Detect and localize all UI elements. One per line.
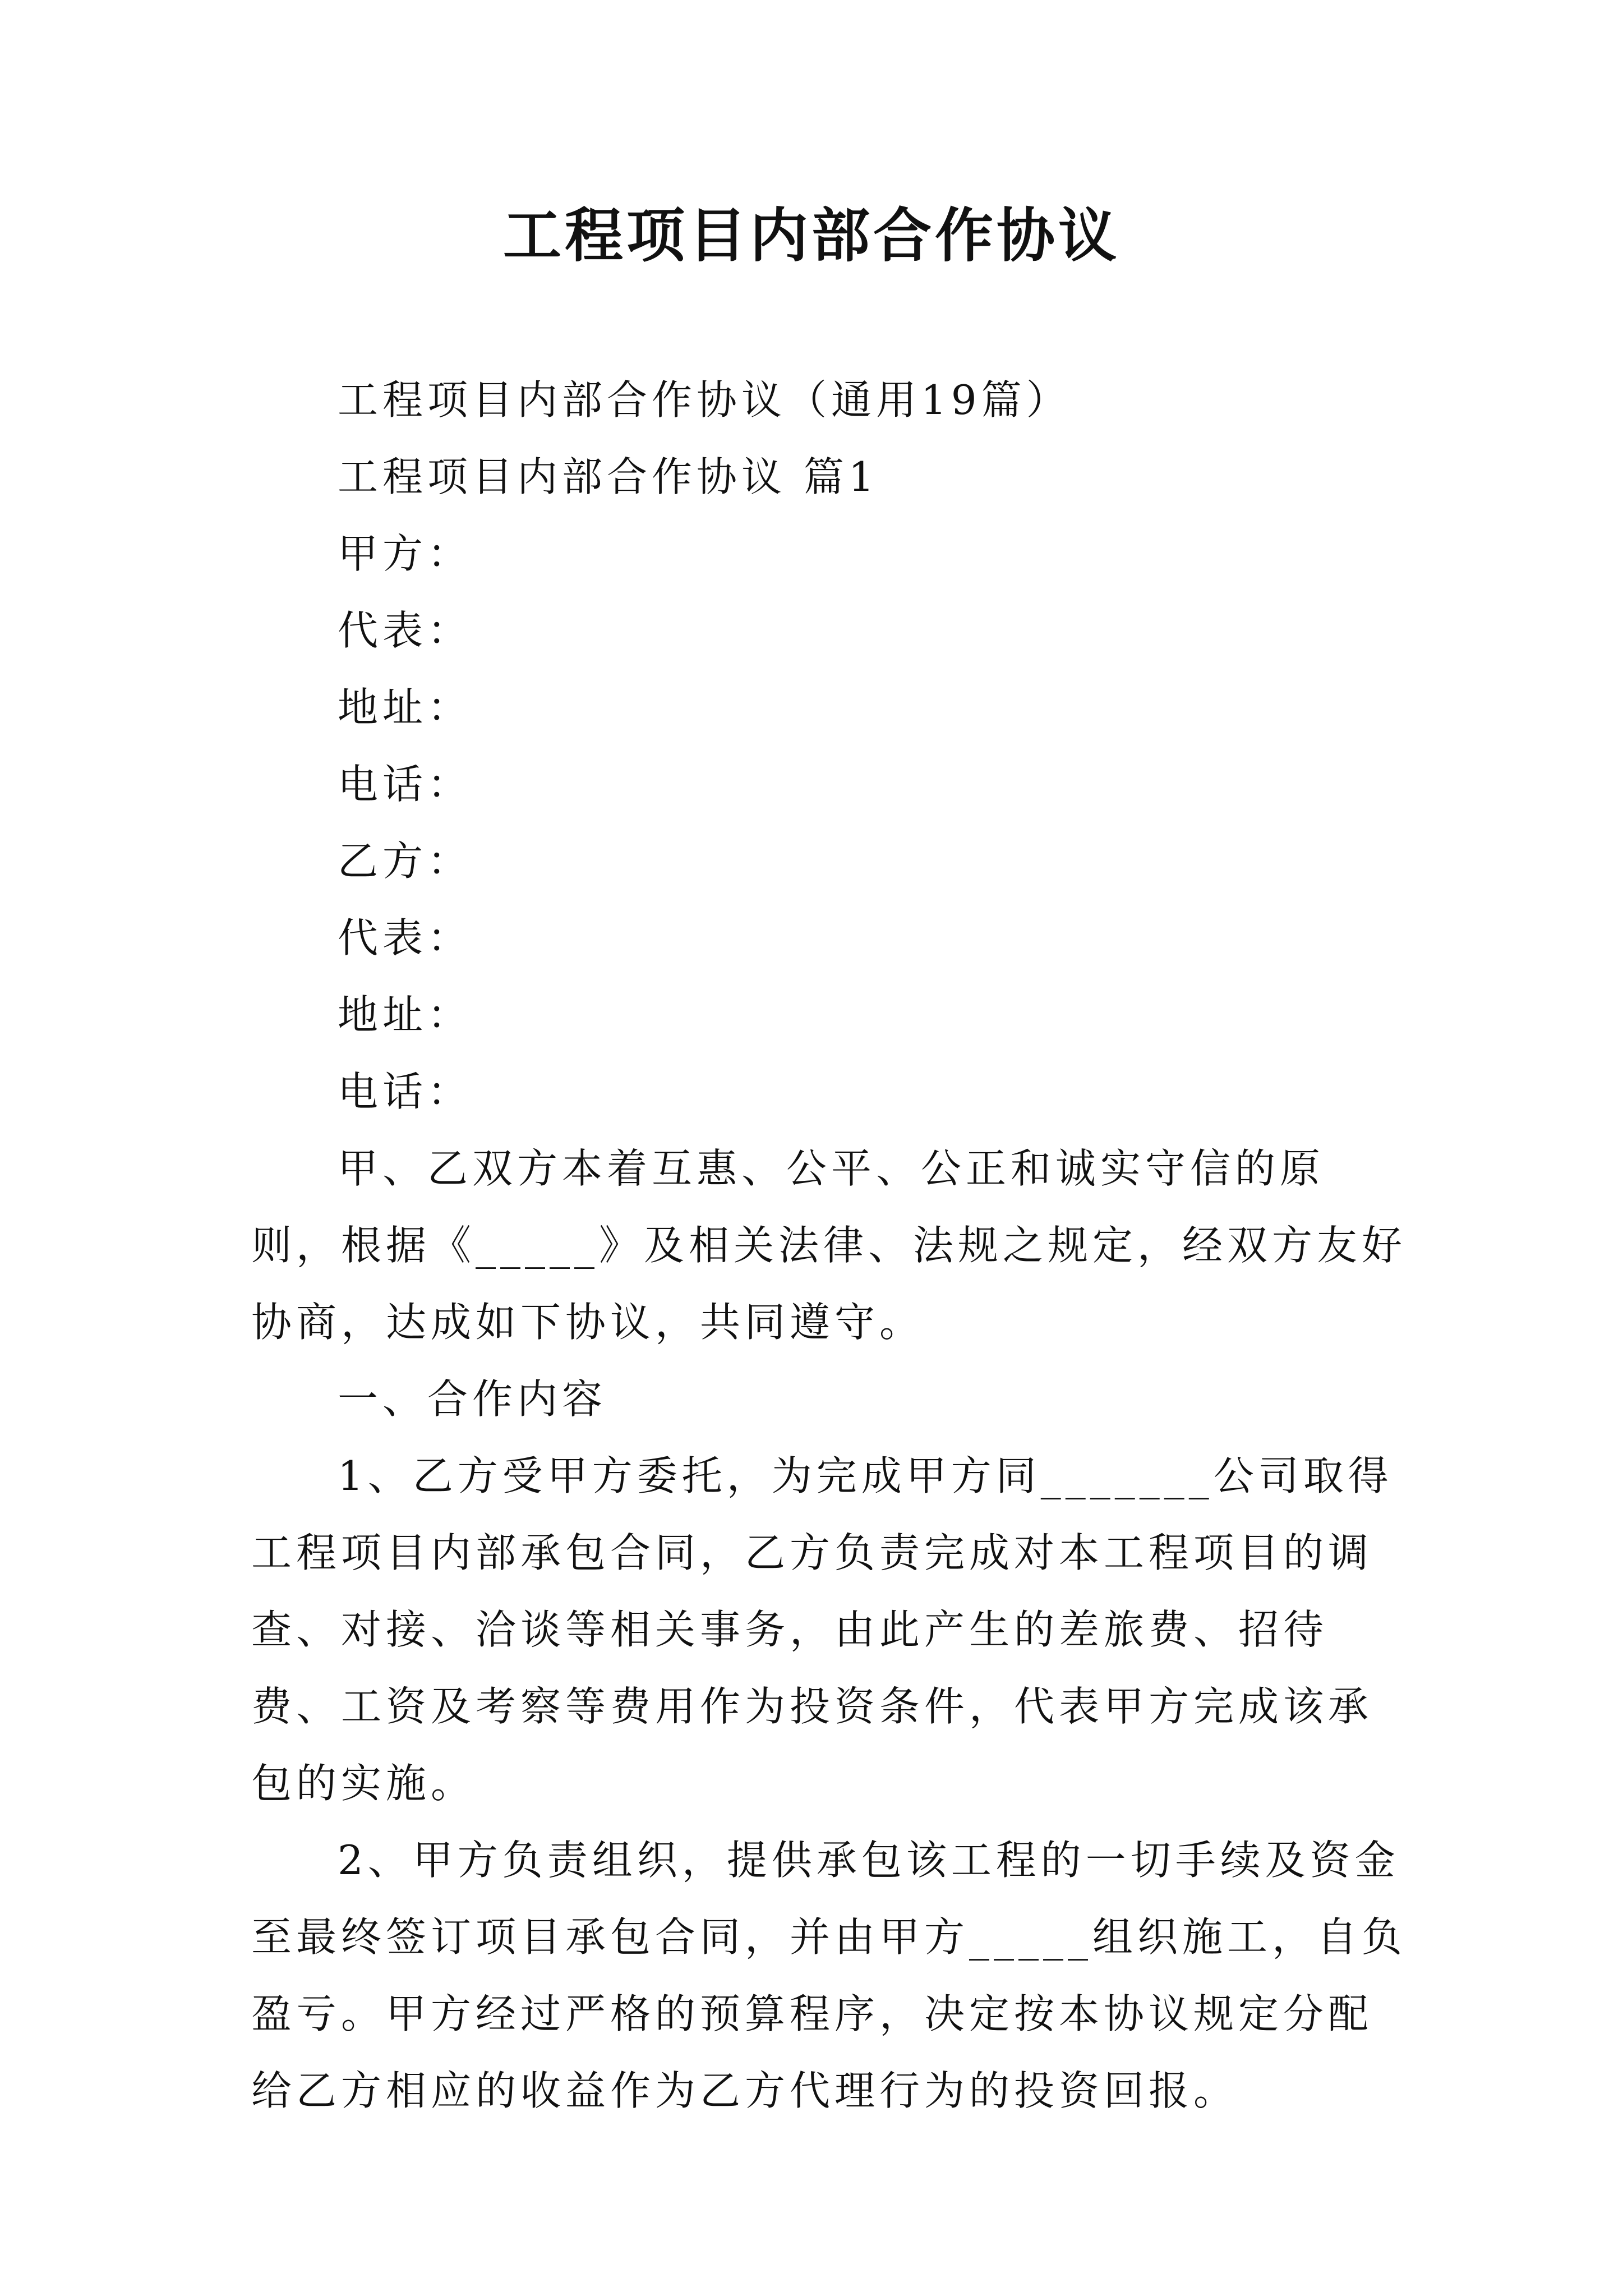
party-a-rep-label: 代表：	[338, 607, 473, 654]
section-heading: 工程项目内部合作协议 篇1	[338, 453, 879, 500]
party-b-name-label: 乙方：	[338, 838, 473, 885]
party-b-phone-label: 电话：	[338, 1068, 473, 1115]
clause-1-2: 2、甲方负责组织，提供承包该工程的一切手续及资金至最终签订项目承包合同，并由甲方_____组织施工，自负盈亏。甲方经过严格的预算程序，决定按本协议规定分配给乙方相应的收益作为乙方代理行为的投资回报。	[251, 1837, 1407, 2114]
party-b-rep-label: 代表：	[338, 914, 473, 961]
party-a-address-label: 地址：	[338, 684, 473, 731]
document-body	[251, 1130, 1407, 2129]
clause-1-1: 1、乙方受甲方委托，为完成甲方同_______公司取得工程项目内部承包合同，乙方负责完成对本工程项目的调查、对接、洽谈等相关事务，由此产生的差旅费、招待费、工资及考察等费用作为投资条件，代表甲方完成该承包的实施。	[251, 1452, 1393, 1807]
document-title: 工程项目内部合作协议	[502, 201, 1120, 270]
clause-heading-cooperation: 一、合作内容	[338, 1375, 607, 1423]
party-a-phone-label: 电话：	[338, 761, 473, 808]
document-header-block	[251, 362, 1407, 1130]
document-subtitle: 工程项目内部合作协议（通用19篇）	[338, 376, 1071, 424]
intro-paragraph: 甲、乙双方本着互惠、公平、公正和诚实守信的原则，根据《_____》及相关法律、法规之规定，经双方友好协商，达成如下协议，共同遵守。	[251, 1145, 1407, 1346]
party-b-address-label: 地址：	[338, 991, 473, 1038]
party-a-name-label: 甲方：	[338, 530, 473, 577]
